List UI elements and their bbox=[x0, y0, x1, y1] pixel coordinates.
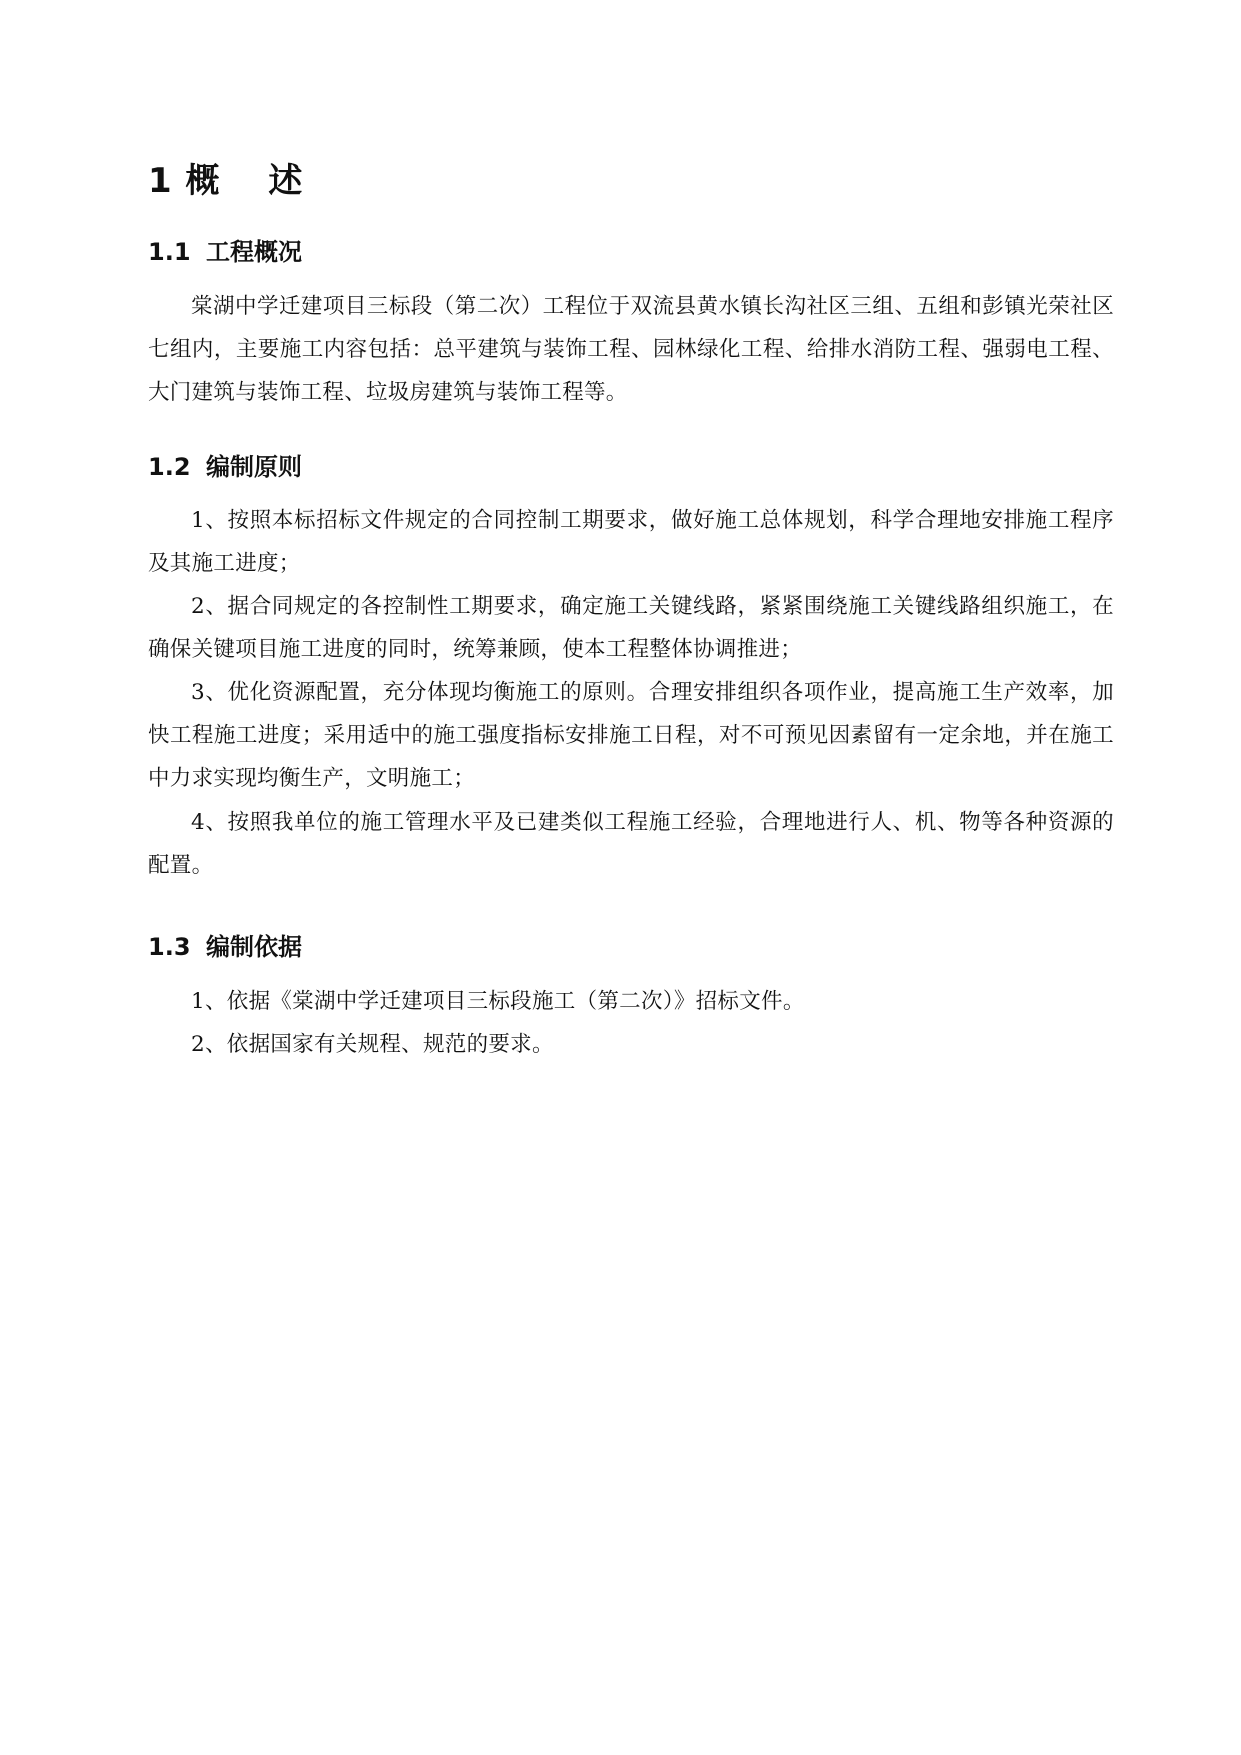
section-number: 1.1 bbox=[148, 238, 191, 266]
paragraph: 2、据合同规定的各控制性工期要求，确定施工关键线路，紧紧围绕施工关键线路组织施工，在确保关键项目施工进度的同时，统筹兼顾，使本工程整体协调推进； bbox=[148, 594, 1114, 662]
section-heading-1-1 bbox=[148, 235, 302, 269]
paragraph: 2、依据国家有关规程、规范的要求。 bbox=[191, 1032, 554, 1057]
paragraph: 1、依据《棠湖中学迁建项目三标段施工（第二次）》招标文件。 bbox=[191, 989, 805, 1014]
section-heading-1-2 bbox=[148, 450, 302, 484]
section-title: 编制依据 bbox=[206, 933, 302, 961]
section-heading-1-3 bbox=[148, 930, 302, 964]
paragraph: 4、按照我单位的施工管理水平及已建类似工程施工经验，合理地进行人、机、物等各种资源的配置。 bbox=[148, 810, 1114, 878]
section-title: 编制原则 bbox=[206, 453, 302, 481]
section-number: 1.2 bbox=[148, 453, 191, 481]
section-title: 工程概况 bbox=[206, 238, 302, 266]
paragraph: 1、按照本标招标文件规定的合同控制工期要求，做好施工总体规划，科学合理地安排施工程序及其施工进度； bbox=[148, 508, 1114, 576]
paragraph: 3、优化资源配置，充分体现均衡施工的原则。合理安排组织各项作业，提高施工生产效率，加快工程施工进度；采用适中的施工强度指标安排施工日程，对不可预见因素留有一定余地，并在施工中力求实现均衡生产，文明施工； bbox=[148, 680, 1114, 791]
section-number: 1.3 bbox=[148, 933, 191, 961]
paragraph: 棠湖中学迁建项目三标段（第二次）工程位于双流县黄水镇长沟社区三组、五组和彭镇光荣社区七组内，主要施工内容包括：总平建筑与装饰工程、园林绿化工程、给排水消防工程、强弱电工程、大门建筑与装饰工程、垃圾房建筑与装饰工程等。 bbox=[148, 294, 1114, 405]
chapter-title: 1 概 述 bbox=[148, 161, 304, 201]
